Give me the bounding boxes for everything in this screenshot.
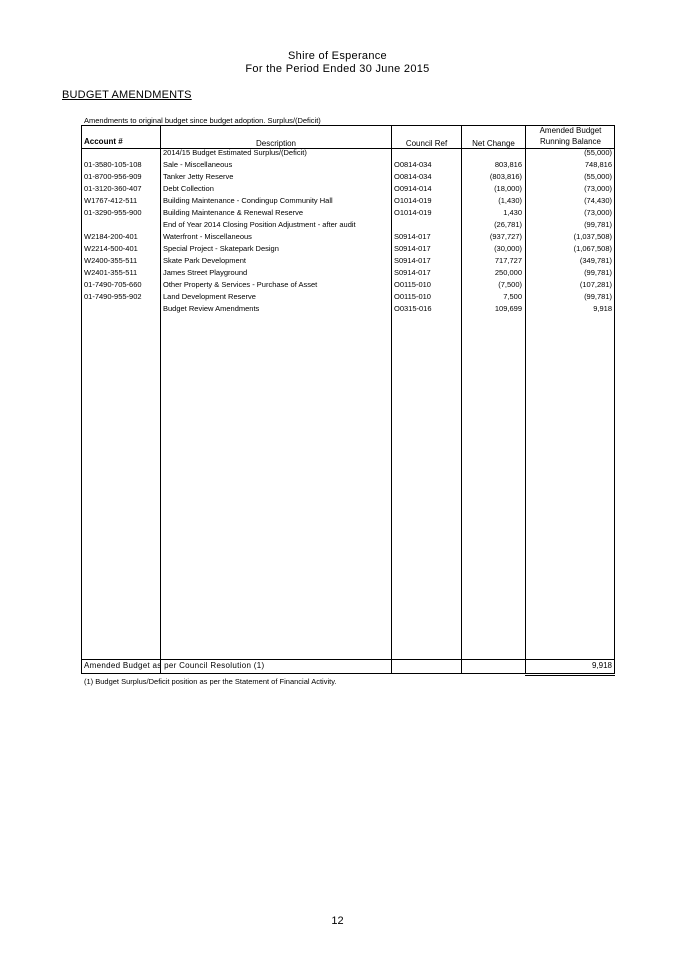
section-title: BUDGET AMENDMENTS — [62, 89, 192, 101]
cell-description: Special Project - Skatepark Design — [163, 244, 279, 253]
cell-account: W2400-355-511 — [84, 256, 138, 265]
cell-net-change: 1,430 — [503, 208, 522, 217]
cell-description: Waterfront - Miscellaneous — [163, 232, 252, 241]
cell-council-ref: S0914-017 — [394, 244, 431, 253]
cell-description: Budget Review Amendments — [163, 304, 260, 313]
cell-account: 01-3120-360-407 — [84, 184, 142, 193]
cell-net-change: (18,000) — [494, 184, 522, 193]
cell-balance: 748,816 — [584, 160, 612, 169]
cell-description: Other Property & Services - Purchase of Asset — [163, 280, 318, 289]
col-header-council-ref: Council Ref — [405, 139, 448, 148]
cell-balance: (107,281) — [579, 280, 612, 289]
cell-council-ref: S0914-017 — [394, 268, 431, 277]
cell-account: W2401-355-511 — [84, 268, 138, 277]
col-header-account: Account # — [84, 137, 123, 146]
cell-description: 2014/15 Budget Estimated Surplus/(Deficit) — [163, 148, 307, 157]
cell-council-ref: O0814-034 — [394, 172, 432, 181]
cell-council-ref: S0914-017 — [394, 232, 431, 241]
cell-balance: (99,781) — [584, 292, 612, 301]
cell-net-change: 250,000 — [494, 268, 522, 277]
cell-council-ref: O0814-034 — [394, 160, 432, 169]
col-header-net-change: Net Change — [472, 139, 515, 148]
total-value: 9,918 — [591, 661, 612, 670]
cell-account: W1767-412-511 — [84, 196, 138, 205]
cell-account: 01-7490-705-660 — [84, 280, 142, 289]
cell-net-change: (937,727) — [489, 232, 522, 241]
cell-account: 01-8700-956-909 — [84, 172, 142, 181]
cell-net-change: 803,816 — [494, 160, 522, 169]
cell-description: Debt Collection — [163, 184, 214, 193]
cell-balance: (55,000) — [584, 172, 612, 181]
cell-account: W2214-500-401 — [84, 244, 138, 253]
cell-council-ref: O0914-014 — [394, 184, 432, 193]
cell-account: W2184-200-401 — [84, 232, 138, 241]
intro-text: Amendments to original budget since budget adoption. Surplus/(Deficit) — [84, 116, 321, 125]
cell-balance: 9,918 — [593, 304, 612, 313]
cell-council-ref: S0914-017 — [394, 256, 431, 265]
cell-balance: (1,037,508) — [573, 232, 612, 241]
column-divider — [160, 125, 161, 674]
cell-balance: (73,000) — [584, 208, 612, 217]
cell-council-ref: O1014-019 — [394, 196, 432, 205]
cell-balance: (1,067,508) — [573, 244, 612, 253]
cell-description: Skate Park Development — [163, 256, 246, 265]
col-header-balance-line1: Amended Budget — [539, 126, 602, 135]
cell-net-change: 7,500 — [503, 292, 522, 301]
total-separator — [81, 659, 615, 660]
cell-net-change: (30,000) — [494, 244, 522, 253]
cell-description: Land Development Reserve — [163, 292, 256, 301]
cell-net-change: (803,816) — [489, 172, 522, 181]
cell-council-ref: O0115-010 — [394, 280, 431, 289]
page-number: 12 — [331, 915, 344, 927]
cell-net-change: (7,500) — [498, 280, 522, 289]
cell-description: Sale - Miscellaneous — [163, 160, 233, 169]
cell-balance: (73,000) — [584, 184, 612, 193]
cell-description: End of Year 2014 Closing Position Adjustment - after audit — [163, 220, 356, 229]
cell-net-change: 717,727 — [494, 256, 522, 265]
report-title: Shire of Esperance — [288, 50, 387, 62]
cell-balance: (74,430) — [584, 196, 612, 205]
cell-council-ref: O1014-019 — [394, 208, 432, 217]
cell-council-ref: O0315-016 — [394, 304, 432, 313]
cell-description: Building Maintenance - Condingup Community Hall — [163, 196, 333, 205]
col-header-description: Description — [255, 139, 296, 148]
cell-description: James Street Playground — [163, 268, 248, 277]
cell-balance: (99,781) — [584, 220, 612, 229]
report-period: For the Period Ended 30 June 2015 — [245, 63, 430, 75]
cell-account: 01-3290-955-900 — [84, 208, 142, 217]
cell-council-ref: O0115-010 — [394, 292, 431, 301]
column-divider — [391, 125, 392, 674]
footnote: (1) Budget Surplus/Deficit position as per the Statement of Financial Activity. — [84, 677, 337, 686]
cell-description: Building Maintenance & Renewal Reserve — [163, 208, 304, 217]
total-double-underline — [525, 675, 615, 676]
col-header-balance-line2: Running Balance — [540, 137, 601, 146]
cell-account: 01-3580-105-108 — [84, 160, 142, 169]
cell-account: 01-7490-955-902 — [84, 292, 142, 301]
total-label: Amended Budget as per Council Resolution (1) — [84, 661, 265, 670]
cell-balance: (55,000) — [584, 148, 612, 157]
cell-balance: (349,781) — [579, 256, 612, 265]
cell-net-change: (26,781) — [494, 220, 522, 229]
cell-net-change: (1,430) — [498, 196, 522, 205]
cell-balance: (99,781) — [584, 268, 612, 277]
cell-description: Tanker Jetty Reserve — [163, 172, 234, 181]
cell-net-change: 109,699 — [494, 304, 522, 313]
